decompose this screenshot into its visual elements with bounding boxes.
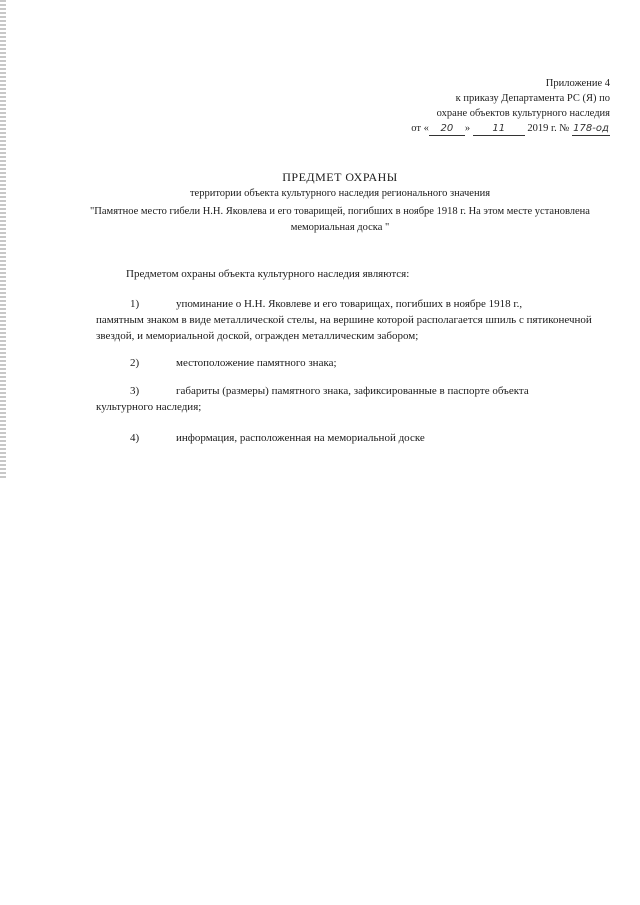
- document-subtitle: территории объекта культурного наследия регионального значения: [189, 188, 491, 199]
- handwritten-month: 11: [473, 123, 525, 136]
- date-prefix: от «: [411, 123, 429, 134]
- appendix-line-3: охране объектов культурного наследия: [436, 108, 610, 119]
- item-text: местоположение памятного знака;: [176, 357, 337, 369]
- handwritten-order-number: 178-од: [573, 123, 609, 134]
- protection-item-3: [96, 383, 600, 415]
- protection-item-1: [96, 296, 600, 344]
- item-text: упоминание о Н.Н. Яковлеве и его товарищах, погибших в ноябре 1918 г.,: [176, 298, 523, 310]
- item-number: 2): [130, 357, 140, 369]
- handwritten-day: 20: [429, 123, 465, 136]
- item-text-continued: культурного наследия;: [96, 401, 202, 413]
- year-suffix: 2019 г. №: [527, 123, 570, 134]
- appendix-block: [350, 76, 610, 136]
- item-text-continued: памятным знаком в виде металлической стелы, на вершине которой располагается шпиль с пятиконечной звездой, и мемориальной доской, огражден металлическим забором;: [96, 314, 592, 342]
- date-mid: »: [464, 123, 471, 134]
- protection-item-2: [96, 355, 600, 371]
- appendix-line-2: к приказу Департамента РС (Я) по: [455, 93, 610, 104]
- document-title: ПРЕДМЕТ ОХРАНЫ: [282, 170, 398, 184]
- appendix-line-1: Приложение 4: [545, 78, 610, 89]
- appendix-date-line: [350, 121, 610, 136]
- item-number: 1): [130, 298, 140, 310]
- protection-item-4: [96, 430, 600, 446]
- object-name: "Памятное место гибели Н.Н. Яковлева и его товарищей, погибших в ноябре 1918 г. На этом месте установлена мемориальная доска ": [90, 206, 590, 233]
- intro-paragraph: Предметом охраны объекта культурного наследия являются:: [126, 268, 410, 280]
- item-number: 3): [130, 385, 140, 397]
- item-number: 4): [130, 432, 140, 444]
- item-text: информация, расположенная на мемориальной доске: [176, 432, 425, 444]
- item-text: габариты (размеры) памятного знака, зафиксированные в паспорте объекта: [176, 385, 529, 397]
